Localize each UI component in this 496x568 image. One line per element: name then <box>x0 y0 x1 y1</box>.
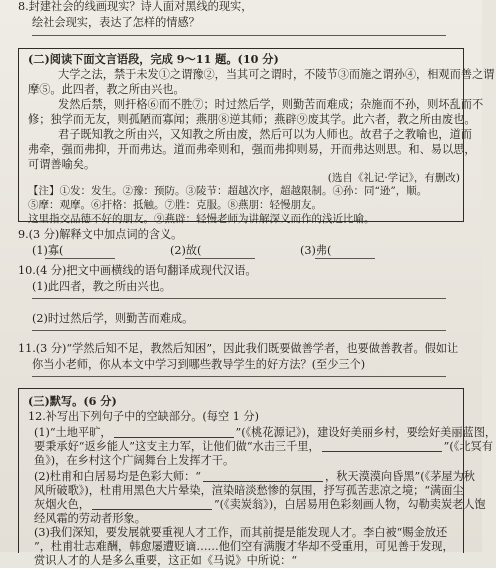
note-line: 这里指交品德不好的朋友。⑨燕辟：轻慢老师为讲解深义而作的浅近比喻。 <box>28 213 375 225</box>
answer-line <box>32 298 446 299</box>
passage-line: 摩⑤。此四者，教之所由兴也。 <box>28 83 185 96</box>
q12-text: 12.补写出下列句子中的空缺部分。(每空 1 分) <box>28 410 259 423</box>
passage-line: 君子既知教之所由兴，又知教之所由废，然后可以为人师也。故君子之教喻也，道而 <box>58 128 472 141</box>
note-line: ⑤摩：观摩。⑥扞格：抵触。⑦胜：克服。⑧燕朋：轻慢朋友。 <box>28 199 322 211</box>
q9-item-2: (2)故( <box>170 244 202 257</box>
q10-sentence-1: (1)此四者，教之所由兴也。 <box>32 280 171 293</box>
section3-heading: (三)默写。(6 分) <box>28 394 117 408</box>
q11-line2: 你当小老师，你从本文中学习到哪些教导学生的好方法？(至少三个) <box>32 358 366 371</box>
q8-line1: 8.封建社会的线画现实？诗人面对黑线的现实， <box>18 0 253 13</box>
answer-line <box>32 330 446 331</box>
q9-item-3: (3)弗( <box>300 244 332 257</box>
passage-line: 弗牵，强而弗抑，开而弗达。道而弗牵则和，强而弗抑则易，开而弗达则思。和、易以思， <box>28 143 476 156</box>
q12-line: (2)杜甫和白居易均是色彩大师：“ ，秋天漠漠向昏黑”(《茅屋为秋 <box>34 470 475 483</box>
passage-line: 修；独学而无友，则孤陋而寡闻；燕朋⑧逆其师；燕辟⑨废其学。此六者，教之所由废也。 <box>28 113 476 126</box>
q12-line: 风所破歌》)，杜甫用黑色大片晕染，渲染暗淡愁惨的氛围，抒写孤苦悲凉之境；“满面尘 <box>34 484 464 497</box>
passage-line: 可谓善喻矣。 <box>28 158 96 171</box>
q12-line: ”，杜甫壮志难酬，韩愈屡遭贬谪……他们空有满腹才华却不受重用，可见善于发现， <box>34 540 454 553</box>
q8-line2: 绘社会现实，表达了怎样的情感？ <box>32 16 200 29</box>
source-citation: (选自《礼记·学记》，有删改) <box>327 172 460 184</box>
q9-text: 9.(3 分)解释文中加点词的含义。 <box>18 228 183 241</box>
blank <box>315 258 375 259</box>
q10-text: 10.(4 分)把文中画横线的语句翻译成现代汉语。 <box>18 264 257 277</box>
answer-line <box>32 376 446 377</box>
q10-sentence-2: (2)时过然后学，则勤苦而难成。 <box>32 312 194 325</box>
passage-line: 发然后禁，则扞格⑥而不胜⑦；时过然后学，则勤苦而难成；杂施而不孙，则坏乱而不 <box>58 98 484 111</box>
q11-line1: 11.(3 分)“学然后知不足，教然后知困”，因此我们既要做善学者，也要做善教者。假如让 <box>18 342 459 355</box>
section2-heading: (二)阅读下面文言语段，完成 9～11 题。(10 分) <box>28 52 279 66</box>
q12-line: 要秉承好“返乡能人”这支主力军，让他们做“水击三千里， ”(《北冥有 <box>34 440 493 453</box>
note-line: 【注】①发：发生。②豫：预防。③陵节：超越次序，超越限制。④孙：同“逊”，顺。 <box>28 185 428 197</box>
q12-line: 经风霜的劳动者形象。 <box>34 512 146 525</box>
answer-line <box>32 35 446 36</box>
passage-line: 大学之法，禁于未发①之谓豫②，当其可之谓时，不陵节③而施之谓孙④，相观而善之谓 <box>58 68 495 81</box>
q9-item-1: (1)寡( <box>32 244 64 257</box>
blank <box>185 258 255 259</box>
q12-line: 灰烟火色， ”(《卖炭翁》)，白居易用色彩刻画人物，勾勒卖炭老人饱 <box>34 498 486 511</box>
blank <box>45 258 115 259</box>
q12-line: 赏识人才的人是多么重要，这正如《马说》中所说：“ <box>34 554 298 567</box>
q12-line: (3)我们深知，要发展就要重视人才工作，而其前提是能发现人才。李白被“赐金放还 <box>34 526 448 539</box>
q12-line: (1)“土地平旷， ”(《桃花源记》)，建设好美丽乡村，要绘好美丽蓝图， <box>34 426 496 439</box>
q12-line: 鱼》)，在乡村这个广阔舞台上发挥才干。 <box>34 454 235 467</box>
